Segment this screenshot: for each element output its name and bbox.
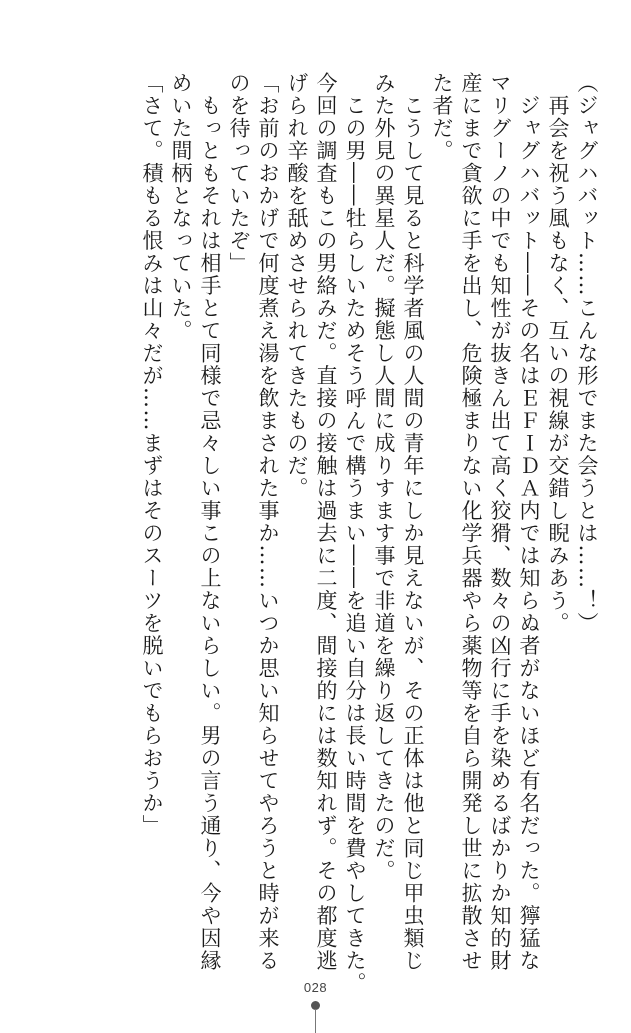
page-marker-line — [315, 1009, 316, 1033]
text-line: もっともそれは相手とて同様で忌々しい事この上ないらしい。男の言う通り、今や因縁 — [198, 72, 222, 972]
text-line: のを待っていたぞ」 — [227, 72, 251, 275]
text-line: 今回の調査もこの男絡みだ。直接の接触は過去に二度、間接的には数知れず。その都度逃 — [314, 72, 338, 972]
text-line: た者だ。 — [430, 72, 454, 162]
text-line: 「お前のおかげで何度煮え湯を飲まされた事か……いつか思い知らせてやろうと時が来る — [256, 72, 280, 972]
text-line: めいた間柄となっていた。 — [169, 72, 193, 342]
page-number: 028 — [303, 980, 328, 995]
text-line: ジャグハバット――その名はＥＦＩＤＡ内では知らぬ者がないほど有名だった。獰猛な — [517, 72, 541, 972]
text-line: げられ辛酸を舐めさせられてきたものだ。 — [285, 72, 309, 500]
text-line: 再会を祝う風もなく、互いの視線が交錯し睨みあう。 — [546, 72, 570, 635]
text-line: 「さて。積もる恨みは山々だが……まずはそのスーツを脱いでもらおうか」 — [140, 72, 164, 837]
text-line: 産にまで貪欲に手を出し、危険極まりない化学兵器やら薬物等を自ら開発し世に拡散させ — [459, 72, 483, 972]
text-line: こうして見ると科学者風の人間の青年にしか見えないが、その正体は他と同じ甲虫類じ — [401, 72, 425, 972]
text-line: （ジャグハバット……こんな形でまた会うとは……！） — [575, 72, 599, 635]
text-line: この男――牡らしいためそう呼んで構うまい――を追い自分は長い時間を費やしてきた。 — [343, 72, 367, 995]
text-line: みた外見の異星人だ。擬態し人間に成りすます事で非道を繰り返してきたのだ。 — [372, 72, 396, 882]
text-line: マリグーノの中でも知性が抜きん出て高く狡猾、数々の凶行に手を染めるばかりか知的財 — [488, 72, 512, 972]
